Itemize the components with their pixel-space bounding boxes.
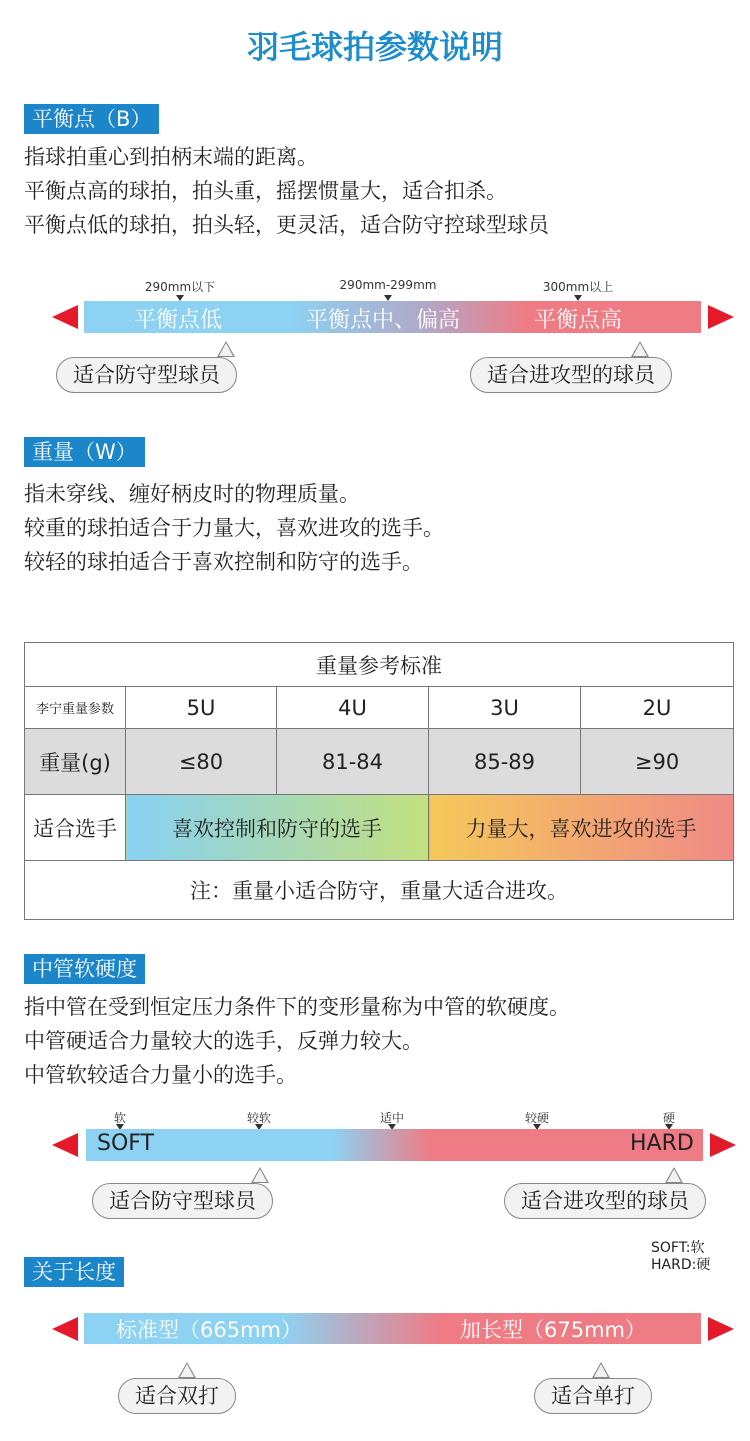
callout-pointer-icon <box>251 1167 269 1183</box>
balance-line-3: 平衡点低的球拍，拍头轻，更灵活，适合防守控球型球员 <box>24 213 549 237</box>
flex-tick-soft: 软 <box>113 1111 127 1125</box>
table-caption: 重量参考标准 <box>25 643 734 687</box>
balance-line-1: 指球拍重心到拍柄末端的距离。 <box>24 145 318 169</box>
length-extended-label: 加长型（675mm） <box>460 1318 646 1342</box>
arrow-left-icon <box>52 305 78 329</box>
flex-legend-hard: HARD:硬 <box>651 1257 711 1273</box>
table-suit-heavy: 力量大，喜欢进攻的选手 <box>429 795 734 861</box>
arrow-right-icon <box>708 305 734 329</box>
flex-defensive-callout: 适合防守型球员 <box>92 1183 273 1219</box>
balance-bar-high-label: 平衡点高 <box>534 308 623 333</box>
table-col-5u: 5U <box>126 687 277 729</box>
length-section-label: 关于长度 <box>24 1257 124 1287</box>
flex-offensive-callout: 适合进攻型的球员 <box>504 1183 706 1219</box>
table-col-2u: 2U <box>581 687 734 729</box>
table-weight-2u: ≥90 <box>581 729 734 795</box>
callout-pointer-icon <box>178 1362 196 1378</box>
weight-line-1: 指未穿线、缠好柄皮时的物理质量。 <box>24 482 360 506</box>
weight-reference-table <box>24 642 734 920</box>
table-suit-label: 适合选手 <box>25 795 126 861</box>
table-col-3u: 3U <box>429 687 581 729</box>
length-singles-callout: 适合单打 <box>534 1378 652 1414</box>
balance-bar-mid-label: 平衡点中、偏高 <box>306 308 461 333</box>
callout-pointer-icon <box>592 1362 610 1378</box>
flex-tick-somewhat-hard: 较硬 <box>524 1111 550 1125</box>
weight-section-label: 重量（W） <box>24 437 145 467</box>
callout-pointer-icon <box>665 1167 683 1183</box>
flex-scale-bar <box>86 1129 703 1161</box>
balance-tick-low: 290mm以下 <box>144 280 216 294</box>
flex-description <box>24 990 570 1092</box>
page-title: 羽毛球拍参数说明 <box>246 28 503 66</box>
balance-section-label: 平衡点（B） <box>24 104 159 134</box>
callout-pointer-icon <box>217 341 235 357</box>
balance-bar-low-label: 平衡点低 <box>134 308 223 333</box>
length-doubles-callout: 适合双打 <box>118 1378 236 1414</box>
weight-line-2: 较重的球拍适合于力量大，喜欢进攻的选手。 <box>24 516 444 540</box>
callout-pointer-icon <box>631 341 649 357</box>
flex-legend-soft: SOFT:软 <box>651 1240 705 1256</box>
table-suit-light: 喜欢控制和防守的选手 <box>126 795 429 861</box>
balance-defensive-callout: 适合防守型球员 <box>56 357 237 393</box>
weight-description <box>24 477 444 579</box>
flex-section-label: 中管软硬度 <box>24 954 145 984</box>
flex-line-1: 指中管在受到恒定压力条件下的变形量称为中管的软硬度。 <box>24 995 570 1019</box>
arrow-left-icon <box>52 1133 78 1157</box>
flex-tick-somewhat-soft: 较软 <box>246 1111 272 1125</box>
table-col-4u: 4U <box>277 687 429 729</box>
table-weight-5u: ≤80 <box>126 729 277 795</box>
table-weight-3u: 85-89 <box>429 729 581 795</box>
table-param-header: 李宁重量参数 <box>25 687 126 729</box>
flex-bar-hard-label: HARD <box>630 1131 694 1156</box>
balance-line-2: 平衡点高的球拍，拍头重，摇摆惯量大，适合扣杀。 <box>24 179 507 203</box>
table-weight-4u: 81-84 <box>277 729 429 795</box>
table-note: 注：重量小适合防守，重量大适合进攻。 <box>25 861 734 920</box>
balance-description <box>24 140 549 242</box>
arrow-right-icon <box>710 1133 736 1157</box>
table-weight-label: 重量(g) <box>25 729 126 795</box>
length-standard-label: 标准型（665mm） <box>116 1318 302 1342</box>
flex-line-2: 中管硬适合力量较大的选手，反弹力较大。 <box>24 1029 423 1053</box>
balance-tick-high: 300mm以上 <box>542 280 614 294</box>
flex-legend <box>651 1240 710 1274</box>
balance-tick-mid: 290mm-299mm <box>339 278 437 292</box>
balance-offensive-callout: 适合进攻型的球员 <box>470 357 672 393</box>
flex-tick-medium: 适中 <box>379 1111 405 1125</box>
weight-line-3: 较轻的球拍适合于喜欢控制和防守的选手。 <box>24 550 423 574</box>
flex-bar-soft-label: SOFT <box>97 1131 154 1156</box>
flex-line-3: 中管软较适合力量小的选手。 <box>24 1063 297 1087</box>
flex-tick-hard: 硬 <box>662 1111 676 1125</box>
arrow-left-icon <box>52 1317 78 1341</box>
arrow-right-icon <box>708 1317 734 1341</box>
